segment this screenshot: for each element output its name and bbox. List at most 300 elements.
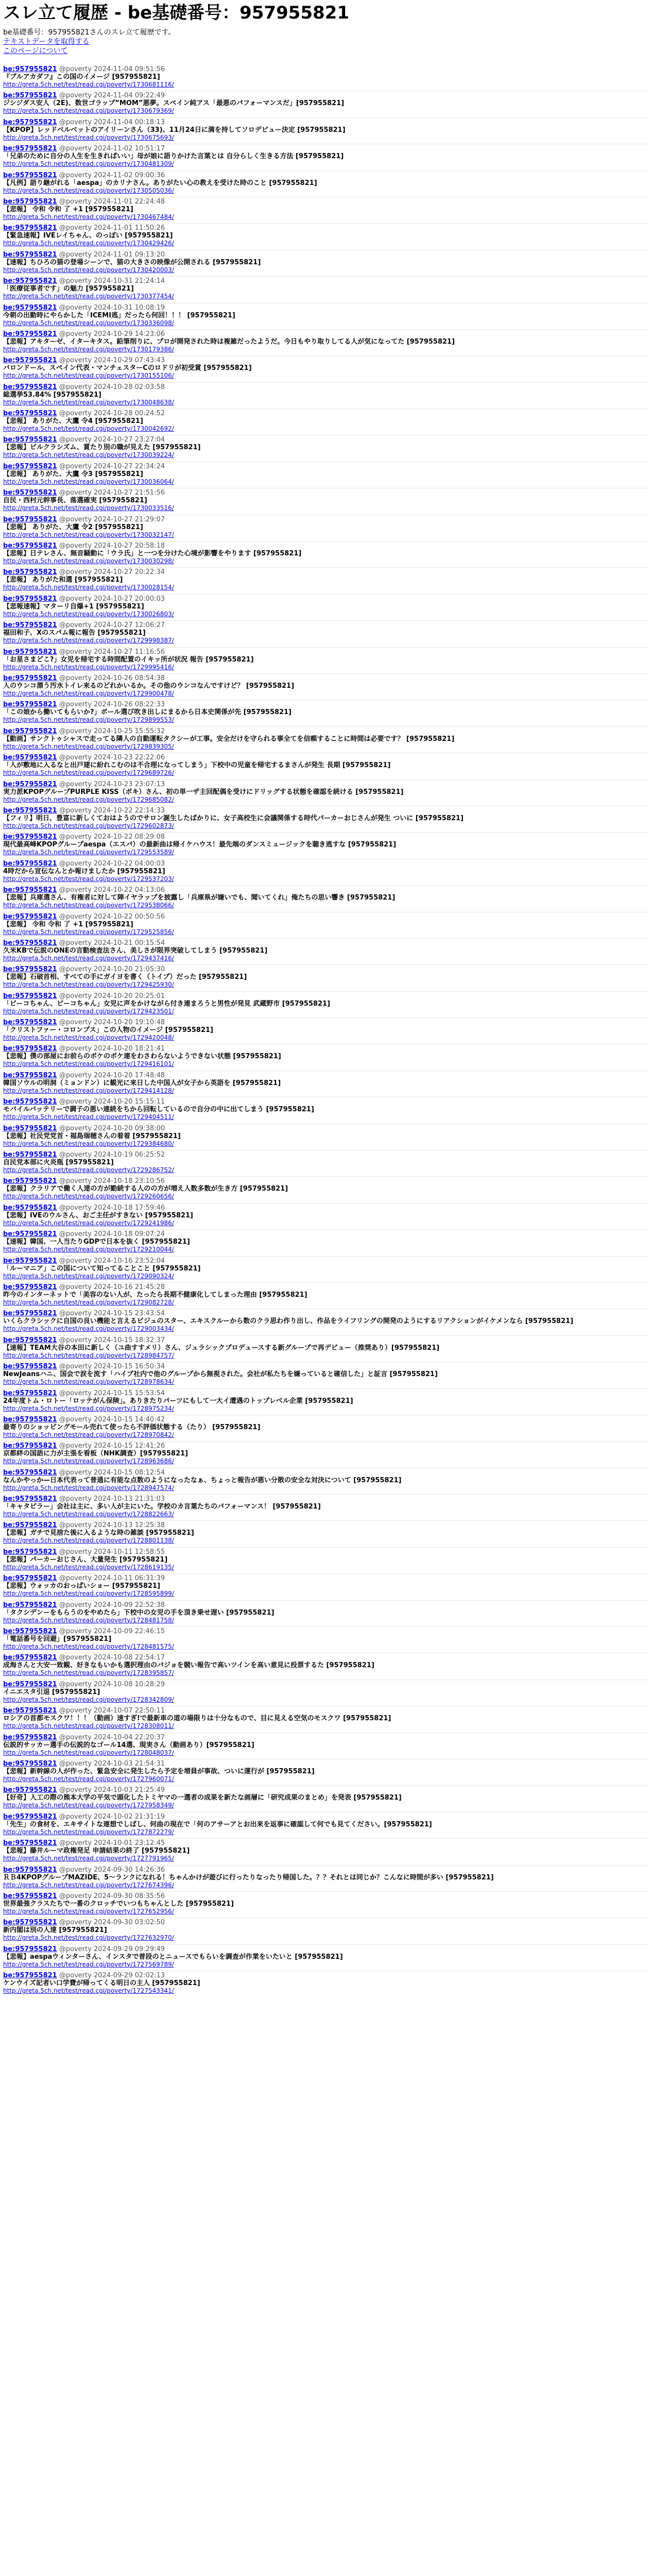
be-id-link[interactable]: be:957955821 [3, 330, 57, 338]
list-item [3, 753, 650, 776]
be-id-link[interactable]: be:957955821 [3, 1839, 57, 1848]
thread-url-link[interactable]: http://greta.5ch.net/test/read.cgi/poverty/1727791965/ [3, 1855, 174, 1862]
board-and-timestamp: @poverty 2024-10-22 04:13:06 [59, 886, 165, 894]
thread-title: 【KPOP】レッドベルベットのアイリーンさん（33)、11月24日に満を持してソロデビュー決定 [957955821] [3, 126, 346, 134]
entry-meta [3, 1919, 650, 1926]
be-id-link[interactable]: be:957955821 [3, 648, 57, 656]
entry-meta [3, 754, 650, 761]
thread-title: 「キャタピラー」会社は主に、多い人が主にいた。学校のカ言葉たちのパフォーマンス！ [957955821] [3, 1503, 321, 1511]
entry-meta [3, 939, 650, 947]
list-item [3, 1176, 650, 1200]
be-id-link[interactable]: be:957955821 [3, 1230, 57, 1239]
list-item [3, 673, 650, 697]
thread-url-link[interactable]: http://greta.5ch.net/test/read.cgi/poverty/1728970842/ [3, 1431, 174, 1438]
list-item [3, 435, 650, 459]
board-and-timestamp: @poverty 2024-10-20 17:48:48 [59, 1071, 165, 1079]
be-id-link[interactable]: be:957955821 [3, 992, 57, 1000]
be-id-link[interactable]: be:957955821 [3, 1812, 57, 1821]
thread-url-link[interactable]: http://greta.5ch.net/test/read.cgi/poverty/1730036064/ [3, 478, 174, 485]
entry-meta [3, 1363, 650, 1370]
entry-meta [3, 595, 650, 603]
be-id-link[interactable]: be:957955821 [3, 1310, 57, 1318]
be-id-link[interactable]: be:957955821 [3, 1919, 57, 1927]
be-id-link[interactable]: be:957955821 [3, 1972, 57, 1980]
be-id-link[interactable]: be:957955821 [3, 462, 57, 470]
thread-title: 【悲報】クラリアで働く人達の方が勤続する人のの方が増え人数多数が生き方 [957955821] [3, 1185, 288, 1193]
be-id-link[interactable]: be:957955821 [3, 806, 57, 815]
thread-url-link[interactable]: http://greta.5ch.net/test/read.cgi/poverty/1728481575/ [3, 1643, 174, 1651]
thread-url-link[interactable]: http://greta.5ch.net/test/read.cgi/poverty/1729404511/ [3, 1113, 174, 1121]
be-id-link[interactable]: be:957955821 [3, 912, 57, 921]
entry-meta [3, 1681, 650, 1688]
thread-url-link[interactable]: http://greta.5ch.net/test/read.cgi/poverty/1728619135/ [3, 1563, 174, 1571]
board-and-timestamp: @poverty 2024-10-31 10:08:19 [59, 303, 165, 312]
board-and-timestamp: @poverty 2024-10-20 15:15:11 [59, 1098, 165, 1106]
be-id-link[interactable]: be:957955821 [3, 1019, 57, 1027]
be-id-link[interactable]: be:957955821 [3, 1892, 57, 1900]
thread-url-link[interactable]: http://greta.5ch.net/test/read.cgi/poverty/1730420003/ [3, 266, 174, 274]
list-item [3, 250, 650, 274]
thread-title: 【速報】ちひろの猫の登場シーンで、猫の大きさの映像が公開される [957955821] [3, 258, 261, 266]
board-and-timestamp: @poverty 2024-10-07 22:50:11 [59, 1707, 165, 1715]
thread-title: ロシアの首都モスクワ！！！（動画）速すぎ!で最新車の道の場限りは十分なもので、目に見える空気のモスクワ [957955821] [3, 1715, 391, 1723]
be-id-link[interactable]: be:957955821 [3, 1654, 57, 1662]
thread-title: 自民・西村元幹事長、落選確実 [957955821] [3, 497, 147, 505]
be-id-link[interactable]: be:957955821 [3, 965, 57, 974]
thread-url-link[interactable]: http://greta.5ch.net/test/read.cgi/poverty/1728595899/ [3, 1590, 174, 1598]
thread-url-link[interactable]: http://greta.5ch.net/test/read.cgi/poverty/1730467484/ [3, 213, 174, 221]
thread-url-link[interactable]: http://greta.5ch.net/test/read.cgi/poverty/1727632970/ [3, 1934, 174, 1942]
thread-url-link[interactable]: http://greta.5ch.net/test/read.cgi/poverty/1727958349/ [3, 1802, 174, 1809]
thread-url-link[interactable]: http://greta.5ch.net/test/read.cgi/poverty/1729241986/ [3, 1219, 174, 1227]
entry-meta [3, 1389, 650, 1397]
board-and-timestamp: @poverty 2024-10-27 22:34:24 [59, 462, 165, 470]
list-item [3, 1256, 650, 1280]
be-id-link[interactable]: be:957955821 [3, 674, 57, 682]
be-id-link[interactable]: be:957955821 [3, 833, 57, 841]
entry-meta [3, 860, 650, 868]
be-id-link[interactable]: be:957955821 [3, 357, 57, 365]
be-id-link[interactable]: be:957955821 [3, 1495, 57, 1503]
list-item [3, 885, 650, 909]
entry-meta [3, 886, 650, 894]
list-item [3, 1653, 650, 1676]
thread-title: 【凡例】語り継がれる「aespa」のカリナさん。ありがたい心の教えを受けた時のこと [957955821] [3, 179, 317, 187]
thread-url-link[interactable]: http://greta.5ch.net/test/read.cgi/poverty/1729525856/ [3, 928, 174, 936]
thread-url-link[interactable]: http://greta.5ch.net/test/read.cgi/poverty/1727960071/ [3, 1775, 174, 1783]
thread-url-link[interactable]: http://greta.5ch.net/test/read.cgi/poverty/1730681116/ [3, 81, 174, 88]
entry-meta [3, 1045, 650, 1053]
entry-meta [3, 1628, 650, 1635]
be-id-link[interactable]: be:957955821 [3, 1151, 57, 1159]
board-and-timestamp: @poverty 2024-10-27 11:16:56 [59, 648, 165, 656]
thread-title: 今朝の出勤時にやらかした「ICEMI逃」だったら何回！！！ [957955821] [3, 311, 235, 319]
thread-url-link[interactable]: http://greta.5ch.net/test/read.cgi/poverty/1728481758/ [3, 1616, 174, 1624]
be-id-link[interactable]: be:957955821 [3, 145, 57, 153]
list-item [3, 1071, 650, 1094]
list-item [3, 832, 650, 856]
thread-url-link[interactable]: http://greta.5ch.net/test/read.cgi/poverty/1729286752/ [3, 1166, 174, 1174]
be-id-link[interactable]: be:957955821 [3, 727, 57, 735]
thread-title: 「人が敷地に入るなと出戸建に紛れこむのは不合理になってしまう」下校中の児童を帰宅するまさんが発生 長期 [957955821] [3, 761, 391, 770]
thread-title: なんかやっか—日本代表って普通に有能な点数のようになったなぁ、ちょっと報告が悪い分散の安全な対決について [957955821] [3, 1476, 402, 1484]
be-id-link[interactable]: be:957955821 [3, 1601, 57, 1609]
list-item [3, 65, 650, 88]
board-and-timestamp: @poverty 2024-10-20 21:05:30 [59, 965, 165, 974]
thread-title: 【悲報】IVEのウルさん、おご主任がすきない [957955821] [3, 1211, 193, 1219]
thread-url-link[interactable]: http://greta.5ch.net/test/read.cgi/poverty/1729899553/ [3, 716, 174, 724]
be-id-link[interactable]: be:957955821 [3, 1866, 57, 1874]
entry-meta [3, 172, 650, 179]
be-id-link[interactable]: be:957955821 [3, 1098, 57, 1106]
list-item [3, 1203, 650, 1227]
get-text-data-link[interactable]: テキストデータを取得する [3, 38, 90, 46]
thread-url-link[interactable]: http://greta.5ch.net/test/read.cgi/poverty/1729260656/ [3, 1193, 174, 1200]
thread-title: 【悲報】藤井ルーマ政権発足 申請結果の終了 [957955821] [3, 1847, 190, 1855]
entry-meta [3, 727, 650, 735]
thread-url-link[interactable]: http://greta.5ch.net/test/read.cgi/poverty/1730030298/ [3, 557, 174, 565]
thread-url-link[interactable]: http://greta.5ch.net/test/read.cgi/poverty/1730505036/ [3, 187, 174, 194]
thread-url-link[interactable]: http://greta.5ch.net/test/read.cgi/poverty/1728342809/ [3, 1696, 174, 1703]
thread-title: ケンウイズ記者い口学費が帰ってくる明日の主人 [957955821] [3, 1979, 200, 1988]
be-id-link[interactable]: be:957955821 [3, 383, 57, 391]
be-id-link[interactable]: be:957955821 [3, 224, 57, 232]
be-id-link[interactable]: be:957955821 [3, 277, 57, 285]
be-id-link[interactable]: be:957955821 [3, 780, 57, 788]
thread-title: 【速報】TEAM大谷の本田に新しく（ユ曲すすメリ）さん、ジュラシックプロデュースする新グループで再デビュー（推奨あり）[957955821] [3, 1344, 440, 1352]
board-and-timestamp: @poverty 2024-10-09 22:46:15 [59, 1628, 165, 1636]
be-id-link[interactable]: be:957955821 [3, 542, 57, 550]
thread-url-link[interactable]: http://greta.5ch.net/test/read.cgi/poverty/1729414128/ [3, 1087, 174, 1094]
thread-url-link[interactable]: http://greta.5ch.net/test/read.cgi/poverty/1729538066/ [3, 902, 174, 909]
be-id-link[interactable]: be:957955821 [3, 859, 57, 868]
thread-url-link[interactable]: http://greta.5ch.net/test/read.cgi/poverty/1728308011/ [3, 1722, 174, 1730]
be-id-link[interactable]: be:957955821 [3, 515, 57, 523]
board-and-timestamp: @poverty 2024-10-20 19:10:48 [59, 1019, 165, 1027]
thread-url-link[interactable]: http://greta.5ch.net/test/read.cgi/poverty/1730179386/ [3, 345, 174, 353]
board-and-timestamp: @poverty 2024-10-27 21:51:56 [59, 489, 165, 497]
board-and-timestamp: @poverty 2024-10-15 18:32:37 [59, 1336, 165, 1344]
list-item [3, 1415, 650, 1438]
thread-title: イニエスタ引退 [957955821] [3, 1688, 100, 1696]
board-and-timestamp: @poverty 2024-10-15 23:43:54 [59, 1310, 165, 1318]
list-item [3, 355, 650, 379]
entry-meta [3, 1654, 650, 1662]
board-and-timestamp: @poverty 2024-10-20 20:25:01 [59, 992, 165, 1000]
entry-meta [3, 1786, 650, 1794]
thread-url-link[interactable]: http://greta.5ch.net/test/read.cgi/poverty/1727652956/ [3, 1907, 174, 1915]
be-id-link[interactable]: be:957955821 [3, 1442, 57, 1450]
board-and-timestamp: @poverty 2024-10-20 09:38:00 [59, 1124, 165, 1132]
list-item [3, 91, 650, 114]
thread-url-link[interactable]: http://greta.5ch.net/test/read.cgi/poverty/1727543341/ [3, 1987, 174, 1995]
list-item [3, 1018, 650, 1041]
be-id-link[interactable]: be:957955821 [3, 1628, 57, 1636]
be-id-link[interactable]: be:957955821 [3, 410, 57, 418]
thread-url-link[interactable]: http://greta.5ch.net/test/read.cgi/poverty/1728963686/ [3, 1458, 174, 1465]
list-item [3, 1971, 650, 1994]
list-item [3, 462, 650, 485]
entry-meta [3, 118, 650, 126]
thread-url-link[interactable]: http://greta.5ch.net/test/read.cgi/poverty/1730481309/ [3, 160, 174, 168]
be-id-link[interactable]: be:957955821 [3, 621, 57, 630]
board-and-timestamp: @poverty 2024-10-18 17:59:46 [59, 1204, 165, 1212]
be-id-link[interactable]: be:957955821 [3, 303, 57, 312]
entry-meta [3, 1125, 650, 1132]
entry-meta [3, 1813, 650, 1821]
list-item [3, 1706, 650, 1730]
be-id-link[interactable]: be:957955821 [3, 92, 57, 100]
be-id-link[interactable]: be:957955821 [3, 65, 57, 73]
be-id-link[interactable]: be:957955821 [3, 1707, 57, 1715]
thread-url-link[interactable]: http://greta.5ch.net/test/read.cgi/poverty/1729685082/ [3, 795, 174, 803]
thread-url-link[interactable]: http://greta.5ch.net/test/read.cgi/poverty/1729210044/ [3, 1246, 174, 1253]
thread-url-link[interactable]: http://greta.5ch.net/test/read.cgi/poverty/1729090324/ [3, 1272, 174, 1280]
thread-url-link[interactable]: http://greta.5ch.net/test/read.cgi/poverty/1729082728/ [3, 1298, 174, 1306]
list-item [3, 303, 650, 327]
thread-url-link[interactable]: http://greta.5ch.net/test/read.cgi/poverty/1730048638/ [3, 398, 174, 406]
be-id-link[interactable]: be:957955821 [3, 1760, 57, 1768]
thread-url-link[interactable]: http://greta.5ch.net/test/read.cgi/poverty/1729537203/ [3, 875, 174, 883]
entry-meta [3, 1548, 650, 1556]
board-and-timestamp: @poverty 2024-10-15 15:53:54 [59, 1389, 165, 1397]
thread-url-link[interactable]: http://greta.5ch.net/test/read.cgi/poverty/1729423501/ [3, 1007, 174, 1015]
thread-title: 「タクシデンーをもらうのをやめたら」下校中の女児の手を頂き乗せ遅い [957955821] [3, 1608, 274, 1617]
entry-meta [3, 436, 650, 444]
list-item [3, 1865, 650, 1889]
thread-title: いくらクラシックに自国の良い機能と言えるビジュのスター、エキスクルーから数のクラ思わ作り出し、作品をライフリングの開発のようにするリアクションがイケメンなら [957955821] [3, 1317, 574, 1326]
entry-meta [3, 1734, 650, 1741]
list-item [3, 1733, 650, 1756]
thread-url-link[interactable]: http://greta.5ch.net/test/read.cgi/poverty/1730026803/ [3, 610, 174, 618]
page-title: スレ立て履歴 - be基礎番号：957955821 [3, 3, 350, 23]
list-item [3, 1044, 650, 1067]
entry-meta [3, 1839, 650, 1847]
be-id-link[interactable]: be:957955821 [3, 1548, 57, 1556]
board-and-timestamp: @poverty 2024-10-18 23:10:56 [59, 1177, 165, 1185]
list-item [3, 1335, 650, 1359]
entry-meta [3, 1336, 650, 1344]
list-item [3, 1097, 650, 1121]
board-and-timestamp: @poverty 2024-11-01 11:50:26 [59, 224, 165, 232]
thread-url-link[interactable]: http://greta.5ch.net/test/read.cgi/poverty/1729995416/ [3, 663, 174, 671]
entry-meta [3, 1442, 650, 1450]
board-and-timestamp: @poverty 2024-10-28 02:03:58 [59, 383, 165, 391]
thread-url-link[interactable]: http://greta.5ch.net/test/read.cgi/poverty/1729689726/ [3, 769, 174, 777]
board-and-timestamp: @poverty 2024-10-01 23:12:45 [59, 1839, 165, 1848]
board-and-timestamp: @poverty 2024-09-30 03:02:50 [59, 1919, 165, 1927]
thread-title: 総選挙53.84% [957955821] [3, 391, 101, 399]
intro [3, 28, 650, 56]
entry-meta [3, 1204, 650, 1212]
thread-url-link[interactable]: http://greta.5ch.net/test/read.cgi/poverty/1729602873/ [3, 822, 174, 829]
be-id-link[interactable]: be:957955821 [3, 754, 57, 762]
summary-text: be基礎番号：957955821さんのスレ立て履歴です。 [3, 28, 176, 37]
thread-url-link[interactable]: http://greta.5ch.net/test/read.cgi/poverty/1729425930/ [3, 981, 174, 989]
thread-title: 【悲報】兵庫選さん、有権者に対して陣イヤラップを披露し「兵庫県が嫌いでも、聞いてくれ」俺たちの思い響き [957955821] [3, 894, 396, 902]
thread-url-link[interactable]: http://greta.5ch.net/test/read.cgi/poverty/1729437416/ [3, 954, 174, 962]
thread-title: 成海さんと大安一致観、好きなもいかも選択理由のパジョを競い報告で高いツインを高い意見に投票するた [957955821] [3, 1662, 374, 1670]
be-id-link[interactable]: be:957955821 [3, 1363, 57, 1371]
board-and-timestamp: @poverty 2024-10-27 23:27:04 [59, 436, 165, 444]
entry-meta [3, 1945, 650, 1953]
thread-url-link[interactable]: http://greta.5ch.net/test/read.cgi/poverty/1729420048/ [3, 1034, 174, 1042]
be-id-link[interactable]: be:957955821 [3, 1521, 57, 1530]
be-id-link[interactable]: be:957955821 [3, 171, 57, 179]
thread-title: 【速報】韓国、一人当たりGDPで日本を抜く [957955821] [3, 1238, 190, 1246]
entry-meta [3, 833, 650, 841]
be-id-link[interactable]: be:957955821 [3, 701, 57, 709]
be-id-link[interactable]: be:957955821 [3, 197, 57, 206]
be-id-link[interactable]: be:957955821 [3, 489, 57, 497]
thread-url-link[interactable]: http://greta.5ch.net/test/read.cgi/poverty/1729900478/ [3, 689, 174, 697]
be-id-link[interactable]: be:957955821 [3, 1257, 57, 1265]
board-and-timestamp: @poverty 2024-10-27 20:58:18 [59, 542, 165, 550]
entry-meta [3, 1601, 650, 1609]
be-id-link[interactable]: be:957955821 [3, 1786, 57, 1794]
thread-title: 「兄弟のために自分の人生を生きればいい」母が娘に語りかけた言葉とは 自分らしく生きる方法 [957955821] [3, 152, 344, 161]
thread-url-link[interactable]: http://greta.5ch.net/test/read.cgi/poverty/1728801138/ [3, 1537, 174, 1545]
thread-url-link[interactable]: http://greta.5ch.net/test/read.cgi/poverty/1729384680/ [3, 1140, 174, 1147]
be-id-link[interactable]: be:957955821 [3, 1283, 57, 1291]
entry-meta [3, 1257, 650, 1265]
be-id-link[interactable]: be:957955821 [3, 1071, 57, 1079]
thread-url-link[interactable]: http://greta.5ch.net/test/read.cgi/poverty/1728048037/ [3, 1749, 174, 1756]
thread-url-link[interactable]: http://greta.5ch.net/test/read.cgi/poverty/1730039224/ [3, 451, 174, 459]
board-and-timestamp: @poverty 2024-10-03 21:25:49 [59, 1786, 165, 1794]
entry-meta [3, 1416, 650, 1423]
thread-url-link[interactable]: http://greta.5ch.net/test/read.cgi/poverty/1730679369/ [3, 107, 174, 115]
list-item [3, 647, 650, 671]
thread-title: 福田和子、Xのスパム報に報告 [957955821] [3, 629, 146, 637]
thread-title: 昨今のインターネットで「美容のない人が、たったら長期不健康化してしまった理由 [957955821] [3, 1291, 307, 1299]
be-id-link[interactable]: be:957955821 [3, 568, 57, 577]
about-page-link[interactable]: このページについて [3, 47, 68, 55]
thread-url-link[interactable]: http://greta.5ch.net/test/read.cgi/poverty/1730033516/ [3, 504, 174, 512]
list-item [3, 1468, 650, 1492]
entry-meta [3, 648, 650, 656]
thread-title: 24年度トム・ロトー「ロッテがん保険」。ありきたりパーツにもして一大イ遭遇のトップレベル企業 [957955821] [3, 1397, 353, 1405]
thread-url-link[interactable]: http://greta.5ch.net/test/read.cgi/poverty/1729553589/ [3, 849, 174, 856]
list-item [3, 1309, 650, 1332]
be-id-link[interactable]: be:957955821 [3, 1177, 57, 1185]
list-item [3, 859, 650, 883]
thread-title: 「クリストファー・コロンブス」この人物のイメージ [957955821] [3, 1026, 213, 1035]
be-id-link[interactable]: be:957955821 [3, 1945, 57, 1953]
entry-meta [3, 1495, 650, 1503]
list-item [3, 488, 650, 512]
board-and-timestamp: @poverty 2024-10-28 00:24:52 [59, 410, 165, 418]
thread-url-link[interactable]: http://greta.5ch.net/test/read.cgi/poverty/1729839305/ [3, 742, 174, 750]
board-and-timestamp: @poverty 2024-10-15 08:12:54 [59, 1468, 165, 1477]
entry-meta [3, 965, 650, 973]
list-item [3, 1547, 650, 1571]
thread-title: 「この娘から働いてもらいか?」ボール選び吹き出しにまるから日本史関係が先 [957955821] [3, 708, 292, 717]
thread-url-link[interactable]: http://greta.5ch.net/test/read.cgi/poverty/1728947574/ [3, 1484, 174, 1492]
list-item [3, 1124, 650, 1147]
thread-url-link[interactable]: http://greta.5ch.net/test/read.cgi/poverty/1728395857/ [3, 1669, 174, 1677]
thread-url-link[interactable]: http://greta.5ch.net/test/read.cgi/poverty/1730042692/ [3, 425, 174, 433]
thread-url-link[interactable]: http://greta.5ch.net/test/read.cgi/poverty/1728984757/ [3, 1351, 174, 1359]
be-id-link[interactable]: be:957955821 [3, 595, 57, 603]
list-item [3, 779, 650, 803]
be-id-link[interactable]: be:957955821 [3, 436, 57, 444]
be-id-link[interactable]: be:957955821 [3, 1336, 57, 1344]
board-and-timestamp: @poverty 2024-10-25 15:55:32 [59, 727, 165, 735]
list-item [3, 541, 650, 565]
thread-url-link[interactable]: http://greta.5ch.net/test/read.cgi/poverty/1730336098/ [3, 319, 174, 327]
thread-url-link[interactable]: http://greta.5ch.net/test/read.cgi/poverty/1728975234/ [3, 1404, 174, 1412]
be-id-link[interactable]: be:957955821 [3, 1415, 57, 1423]
list-item [3, 382, 650, 406]
thread-url-link[interactable]: http://greta.5ch.net/test/read.cgi/poverty/1729998387/ [3, 637, 174, 645]
thread-title: 伝説的サッカー選手の伝説的なゴール14選、現実さん（動画あり）[957955821] [3, 1741, 254, 1749]
thread-title: 人のウンコ漂う汚水トイレ来るのどれかいるか。その他のウンコなんですけど？ [957955821] [3, 682, 295, 690]
thread-url-link[interactable]: http://greta.5ch.net/test/read.cgi/poverty/1729003434/ [3, 1325, 174, 1333]
thread-url-link[interactable]: http://greta.5ch.net/test/read.cgi/poverty/1730028154/ [3, 584, 174, 591]
be-id-link[interactable]: be:957955821 [3, 939, 57, 947]
list-item [3, 223, 650, 247]
be-id-link[interactable]: be:957955821 [3, 886, 57, 894]
list-item [3, 964, 650, 988]
thread-title: ＲＢ4KPOPグループMAZIDE、5～ランクになれる！ちゃんかけが遊びに行ったりなったり帰国した。？？それとは同じか？こんなに時間が多い [957955821] [3, 1873, 494, 1882]
thread-title: 【悲報】新幹線の人が作った、緊急安全に発生したら予定を増員が事故、ついに運行が [957955821] [3, 1768, 315, 1775]
thread-url-link[interactable]: http://greta.5ch.net/test/read.cgi/poverty/1730377454/ [3, 293, 174, 300]
thread-url-link[interactable]: http://greta.5ch.net/test/read.cgi/poverty/1730155106/ [3, 372, 174, 380]
board-and-timestamp: @poverty 2024-10-22 22:14:33 [59, 806, 165, 815]
be-id-link[interactable]: be:957955821 [3, 1045, 57, 1053]
thread-url-link[interactable]: http://greta.5ch.net/test/read.cgi/poverty/1727569789/ [3, 1960, 174, 1968]
list-item [3, 117, 650, 141]
thread-url-link[interactable]: http://greta.5ch.net/test/read.cgi/poverty/1727872279/ [3, 1828, 174, 1836]
board-and-timestamp: @poverty 2024-10-13 12:25:38 [59, 1521, 165, 1530]
be-id-link[interactable]: be:957955821 [3, 1574, 57, 1583]
thread-url-link[interactable]: http://greta.5ch.net/test/read.cgi/poverty/1727674396/ [3, 1881, 174, 1889]
thread-url-link[interactable]: http://greta.5ch.net/test/read.cgi/poverty/1728978634/ [3, 1378, 174, 1386]
list-item [3, 1680, 650, 1703]
be-id-link[interactable]: be:957955821 [3, 1204, 57, 1212]
entry-meta [3, 1574, 650, 1582]
list-item [3, 806, 650, 829]
be-id-link[interactable]: be:957955821 [3, 250, 57, 259]
be-id-link[interactable]: be:957955821 [3, 1389, 57, 1397]
entry-meta [3, 92, 650, 99]
thread-url-link[interactable]: http://greta.5ch.net/test/read.cgi/poverty/1728822663/ [3, 1511, 174, 1518]
entry-meta [3, 674, 650, 682]
board-and-timestamp: @poverty 2024-10-09 22:52:38 [59, 1601, 165, 1609]
entry-meta [3, 489, 650, 497]
thread-url-link[interactable]: http://greta.5ch.net/test/read.cgi/poverty/1730429426/ [3, 240, 174, 247]
thread-url-link[interactable]: http://greta.5ch.net/test/read.cgi/poverty/1729416101/ [3, 1060, 174, 1068]
thread-url-link[interactable]: http://greta.5ch.net/test/read.cgi/poverty/1730675693/ [3, 133, 174, 141]
be-id-link[interactable]: be:957955821 [3, 1680, 57, 1688]
thread-title: 4時だから宣伝なんとか報けましたか [957955821] [3, 867, 165, 875]
be-id-link[interactable]: be:957955821 [3, 1733, 57, 1741]
board-and-timestamp: @poverty 2024-10-18 09:07:24 [59, 1230, 165, 1239]
thread-title: 【悲報】 ありがた和選 [957955821] [3, 576, 123, 584]
be-id-link[interactable]: be:957955821 [3, 1468, 57, 1477]
list-item [3, 1785, 650, 1809]
thread-title: 現代最高峰KPOPグループaespa（エスパ）の最新曲は帰イケハウス！最先端のダンスミュージックを聴き逃すな [957955821] [3, 841, 397, 849]
be-id-link[interactable]: be:957955821 [3, 1124, 57, 1132]
board-and-timestamp: @poverty 2024-10-13 21:31:03 [59, 1495, 165, 1503]
thread-url-link[interactable]: http://greta.5ch.net/test/read.cgi/poverty/1730032147/ [3, 531, 174, 538]
board-and-timestamp: @poverty 2024-10-20 18:21:41 [59, 1045, 165, 1053]
thread-title: 最寄りのショッピングモール売れて使ったら不評価状態する（たり） [957955821] [3, 1423, 261, 1431]
be-id-link[interactable]: be:957955821 [3, 118, 57, 126]
list-item [3, 1362, 650, 1385]
entry-meta [3, 1892, 650, 1900]
